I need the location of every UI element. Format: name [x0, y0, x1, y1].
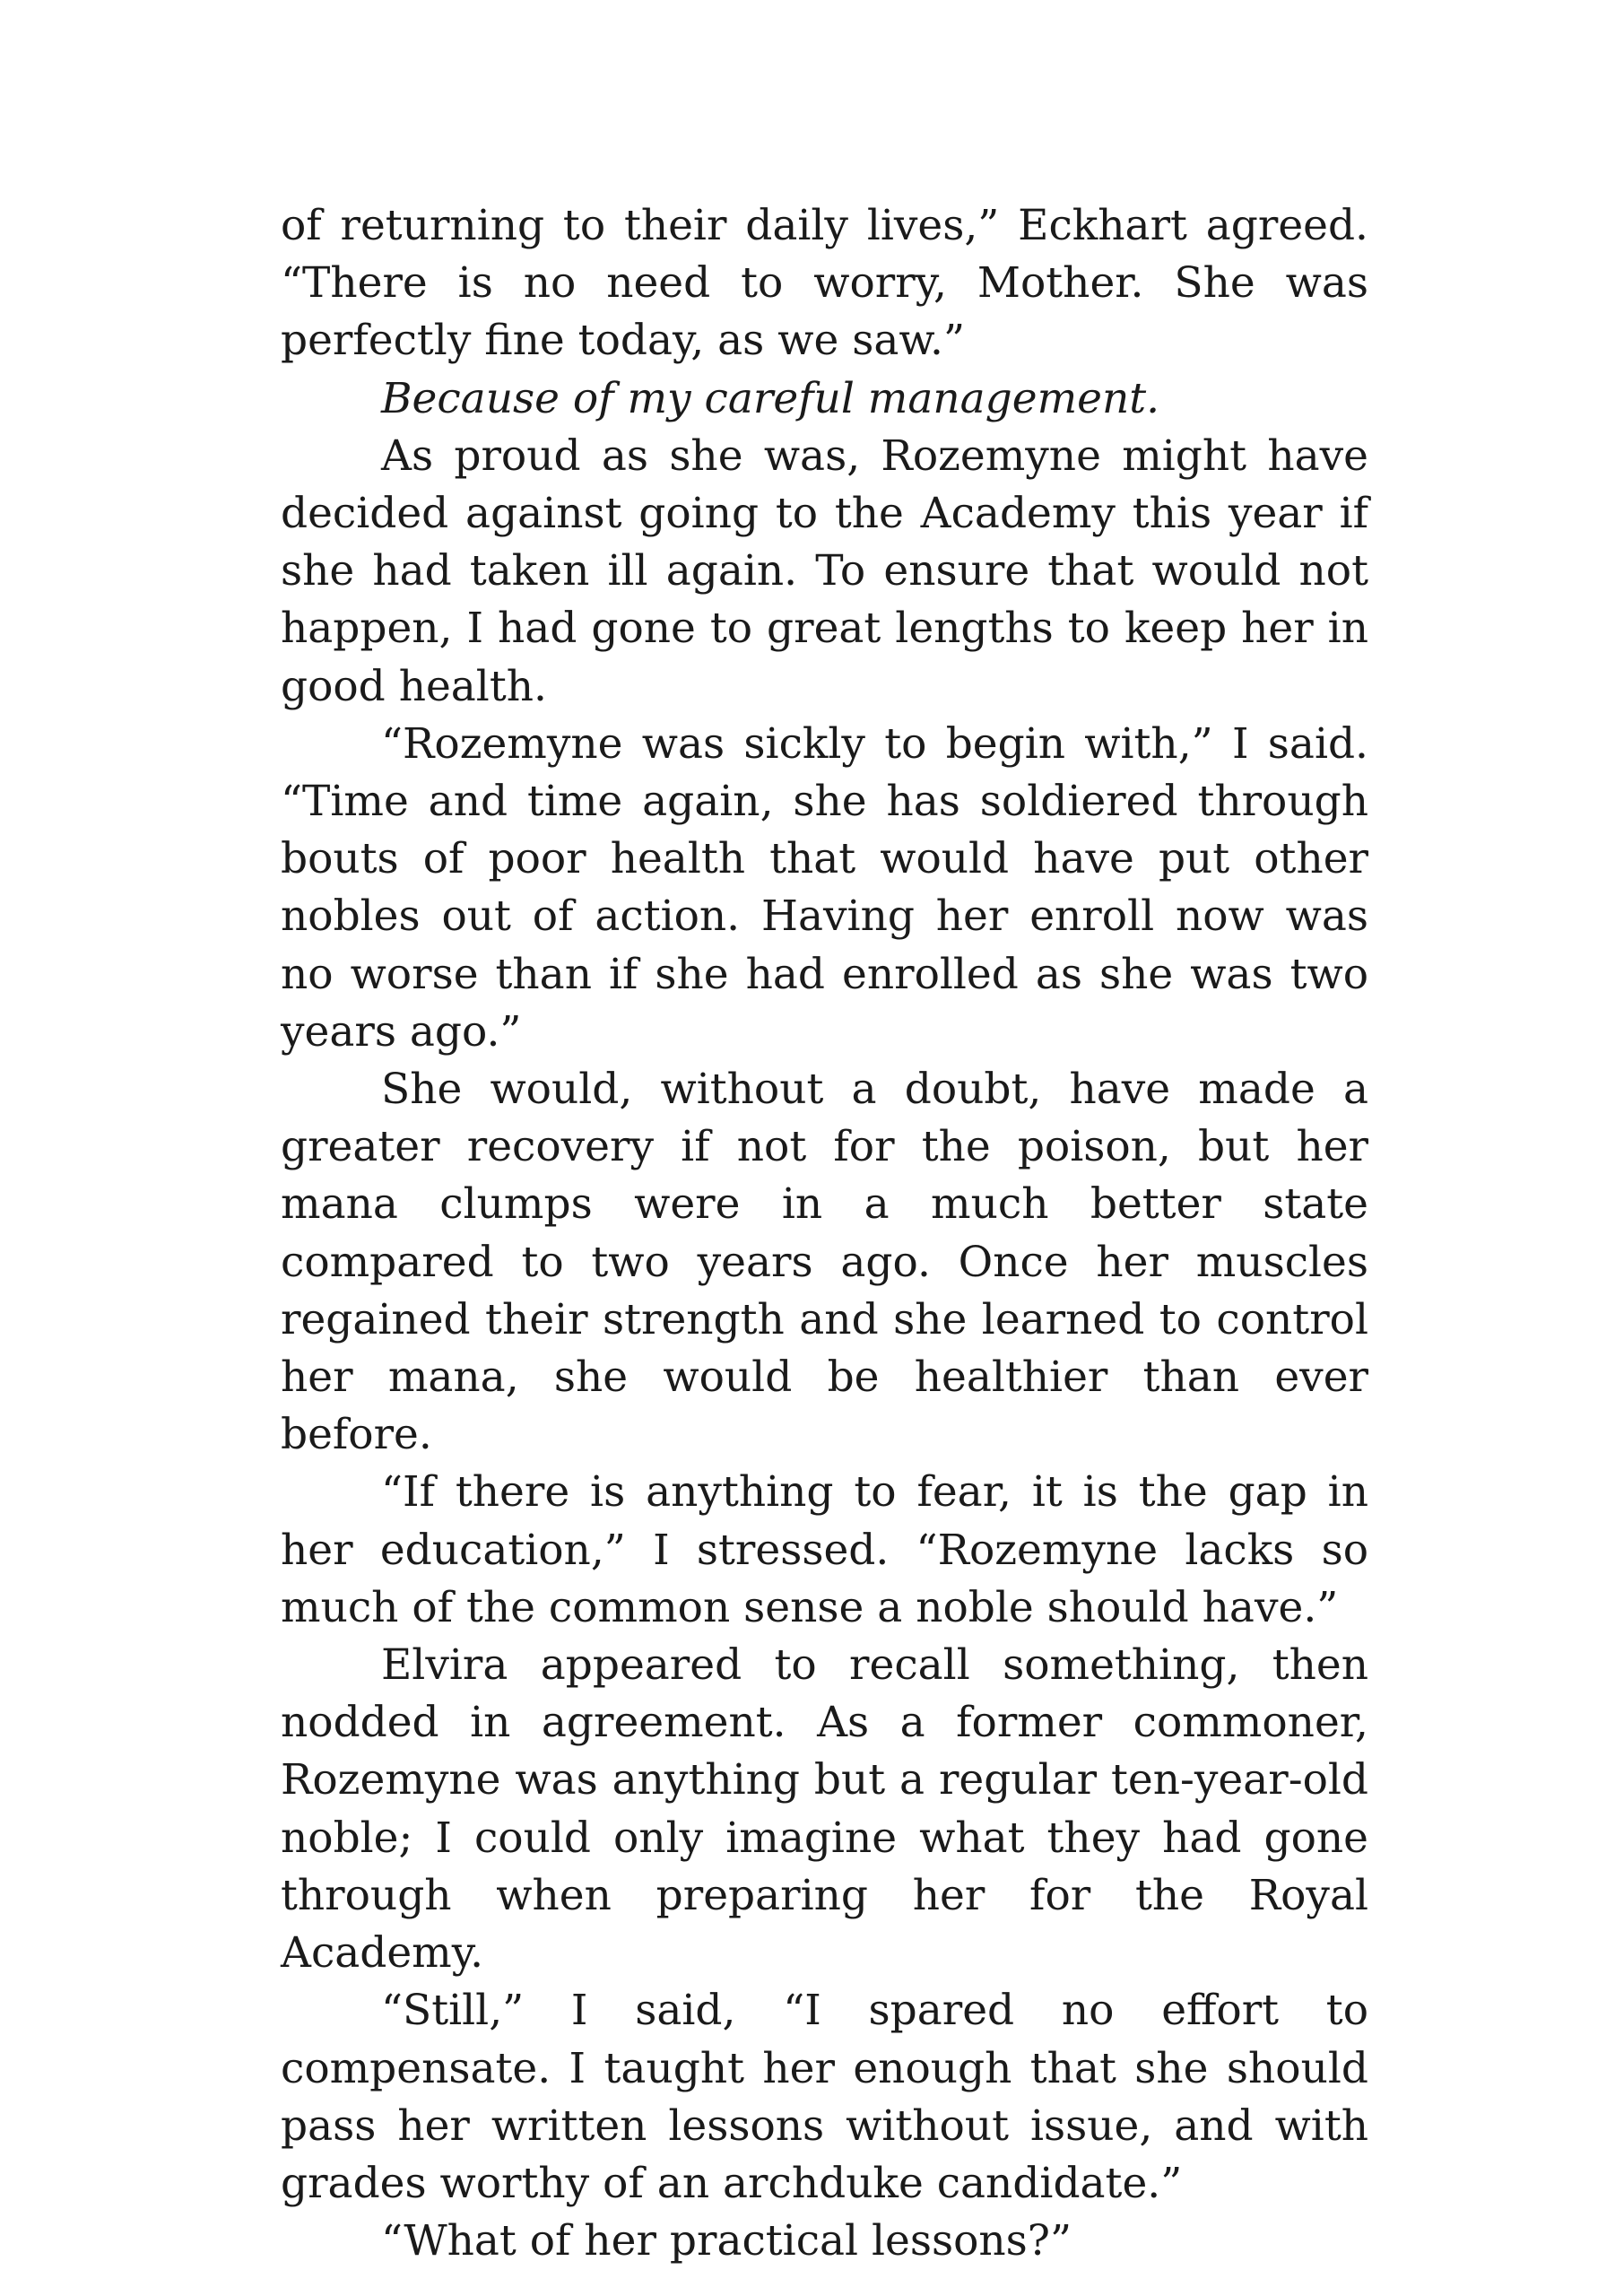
paragraph-inner-thought: Because of my careful management. — [381, 373, 1160, 423]
paragraph: As proud as she was, Rozemyne might have decided against going to the Academy this year if she had taken ill again. To ensure that would not happen, I had gone to great lengths to keep her in good health. — [281, 430, 1368, 711]
paragraph: “What of her practical lessons?” — [381, 2216, 1072, 2266]
paragraph: “If there is anything to fear, it is the gap in her education,” I stressed. “Rozemyne lacks so much of the common sense a noble should have.” — [281, 1467, 1368, 1632]
paragraph: “Rozemyne was sickly to begin with,” I said. “Time and time again, she has soldiered through bouts of poor health that would have put other nobles out of action. Having her enroll now was no worse than if she had enrolled as she was two years ago.” — [281, 718, 1368, 1057]
paragraph: “Still,” I said, “I spared no effort to compensate. I taught her enough that she should pass her written lessons without issue, and with grades worthy of an archduke candidate.” — [281, 1986, 1368, 2208]
paragraph: She would, without a doubt, have made a greater recovery if not for the poison, but her mana clumps were in a much better state compared to two years ago. Once her muscles regained their strength and she learned to control her mana, she would be healthier than ever before. — [281, 1065, 1368, 1460]
page-body — [281, 197, 1368, 2270]
paragraph-continuation: of returning to their daily lives,” Eckhart agreed. “There is no need to worry, Mother. She was perfectly fine today, as we saw.” — [281, 201, 1368, 366]
paragraph: Elvira appeared to recall something, then nodded in agreement. As a former commoner, Rozemyne was anything but a regular ten-year-old noble; I could only imagine what they had gone through when preparing her for the Royal Academy. — [281, 1640, 1368, 1979]
